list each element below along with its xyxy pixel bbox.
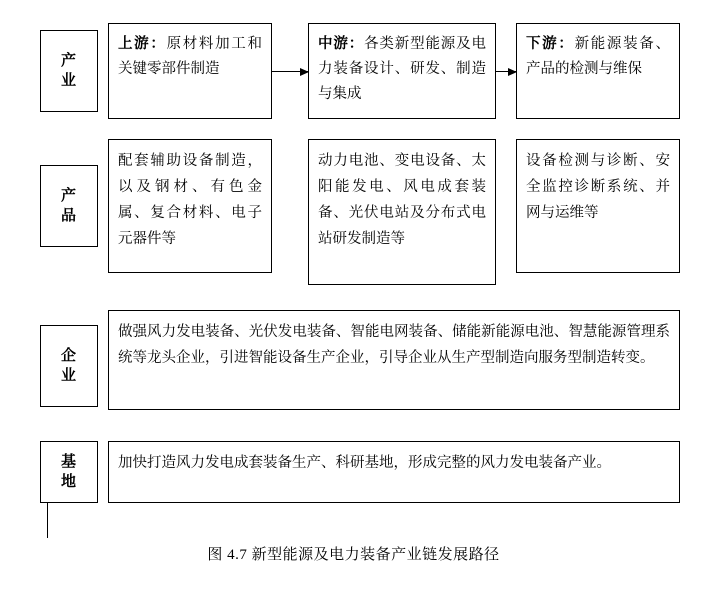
midstream-industry-box [308, 23, 496, 119]
upstream-product-box [108, 139, 272, 273]
row-label-industry [40, 30, 98, 112]
row-label-product-text: 产品 [60, 188, 77, 224]
row-label-industry-text: 产业 [60, 53, 77, 89]
row-label-enterprise [40, 325, 98, 407]
upstream-industry-lead: 上游： [118, 36, 167, 52]
arrow-midstream-to-downstream [496, 71, 516, 72]
upstream-industry-box [108, 23, 272, 119]
downstream-industry-box [516, 23, 680, 119]
base-connector-line [47, 503, 48, 538]
midstream-industry-text: 各类新型能源及电力装备设计、研发、制造与集成 [318, 36, 487, 102]
midstream-product-box [308, 139, 496, 285]
midstream-industry-lead: 中游： [318, 36, 365, 52]
enterprise-text: 做强风力发电装备、光伏发电装备、智能电网装备、储能新能源电池、智慧能源管理系统等龙头企业，引进智能设备生产企业，引导企业从生产型制造向服务型制造转变。 [118, 324, 670, 366]
downstream-industry-text: 新能源装备、产品的检测与维保 [526, 36, 670, 77]
base-text: 加快打造风力发电成套装备生产、科研基地，形成完整的风力发电装备产业。 [118, 455, 611, 471]
downstream-industry-lead: 下游： [526, 36, 575, 52]
downstream-product-text: 设备检测与诊断、安全监控诊断系统、并网与运维等 [526, 153, 670, 221]
figure-caption: 图 4.7 新型能源及电力装备产业链发展路径 [207, 547, 500, 563]
arrow-upstream-to-midstream [272, 71, 308, 72]
row-label-base [40, 441, 98, 503]
row-label-product [40, 165, 98, 247]
upstream-product-text: 配套辅助设备制造，以及钢材、有色金属、复合材料、电子元器件等 [118, 153, 262, 247]
midstream-product-text: 动力电池、变电设备、太阳能发电、风电成套装备、光伏电站及分布式电站研发制造等 [318, 153, 486, 247]
upstream-industry-text: 原材料加工和关键零部件制造 [118, 36, 262, 77]
row-label-enterprise-text: 企业 [60, 348, 77, 384]
base-box [108, 441, 680, 503]
downstream-product-box [516, 139, 680, 273]
enterprise-box [108, 310, 680, 410]
row-label-base-text: 基地 [60, 454, 77, 490]
